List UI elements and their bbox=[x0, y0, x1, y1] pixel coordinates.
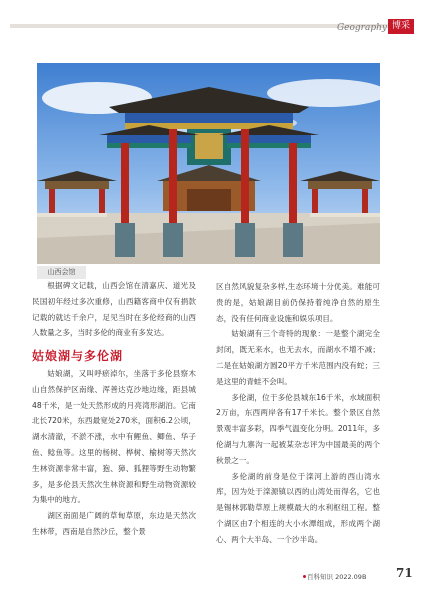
page-number: 71 bbox=[396, 566, 413, 580]
paragraph: 多伦湖的前身是位于滦河上游的西山湾水库，因为处于滦源镇以西的山湾处而得名，它也是锡林郭勒草原上规模最大的水利枢纽工程。整个湖区由7个相连的大小水潭组成，形成两个湖心、两个大半岛、一个沙半岛。 bbox=[216, 471, 380, 544]
section-heading: 姑娘湖与多伦湖 bbox=[32, 349, 124, 363]
footer-dot bbox=[303, 575, 306, 578]
paragraph: 区自然风貌复杂多样,生态环境十分优美。难能可贵的是，姑娘湖目前仍保持着纯净自然的原生态，没有任何商业设施和娱乐项目。 bbox=[216, 282, 380, 323]
shanxi-guild-hall-photo bbox=[37, 63, 380, 264]
left-column-continued bbox=[32, 366, 196, 540]
paragraph: 姑娘湖有三个奇特的现象：一是整个湖完全封闭，既无来水，也无去水，而湖水不增不减；二是在姑娘湖方圆20平方千米范围内没有蛇；三是这里的青蛙不会叫。 bbox=[216, 329, 380, 386]
section-tag: 博采 bbox=[388, 19, 414, 34]
paragraph: 根据碑文记载，山西会馆在清嘉庆、道光及民国初年经过多次重修，山西籍客商中仅有捐款记载的就达千余户，足见当时在多伦经商的山西人数量之多，当时多伦的商业有多发达。 bbox=[32, 281, 196, 338]
paragraph: 多伦湖，位于多伦县城东16千米，水域面积2万亩，东西两岸各有17千米长。整个景区自然景观丰富多彩，四季气温变化分明。2011年，多伦湖与九寨沟一起被某杂志评为中国最美的两个秋景之一。 bbox=[216, 392, 380, 465]
photo-caption: 山西会馆 bbox=[37, 266, 86, 279]
section-label: Geography bbox=[336, 23, 387, 33]
right-column bbox=[216, 279, 380, 548]
footer-publication: 百科知识 2022.09B bbox=[307, 573, 367, 581]
paragraph: 湖区南面是广阔的草甸草原，东边是天然次生林带，西南是自然沙丘，整个景 bbox=[32, 511, 196, 536]
header-bar bbox=[10, 24, 390, 28]
paragraph: 姑娘湖，又叫呼瘀淖尔，坐落于多伦县察木山自然保护区南缘、浑善达克沙地边缘，距县城48千米，是一处天然形成的月亮湾形湖泊。它南北长720米，东西最宽处270米，面积6.2公顷，湖水清澈，不淤不涨，水中有鲤鱼、鲫鱼、华子鱼、鲶鱼等。这里的杨树、桦树、榆树等天然次生林资源非常丰富，狍、獐、狐狸等野生动物繁多，是多伦县天然次生林资源和野生动物资源较为集中的地方。 bbox=[32, 369, 196, 505]
left-column bbox=[32, 278, 196, 341]
